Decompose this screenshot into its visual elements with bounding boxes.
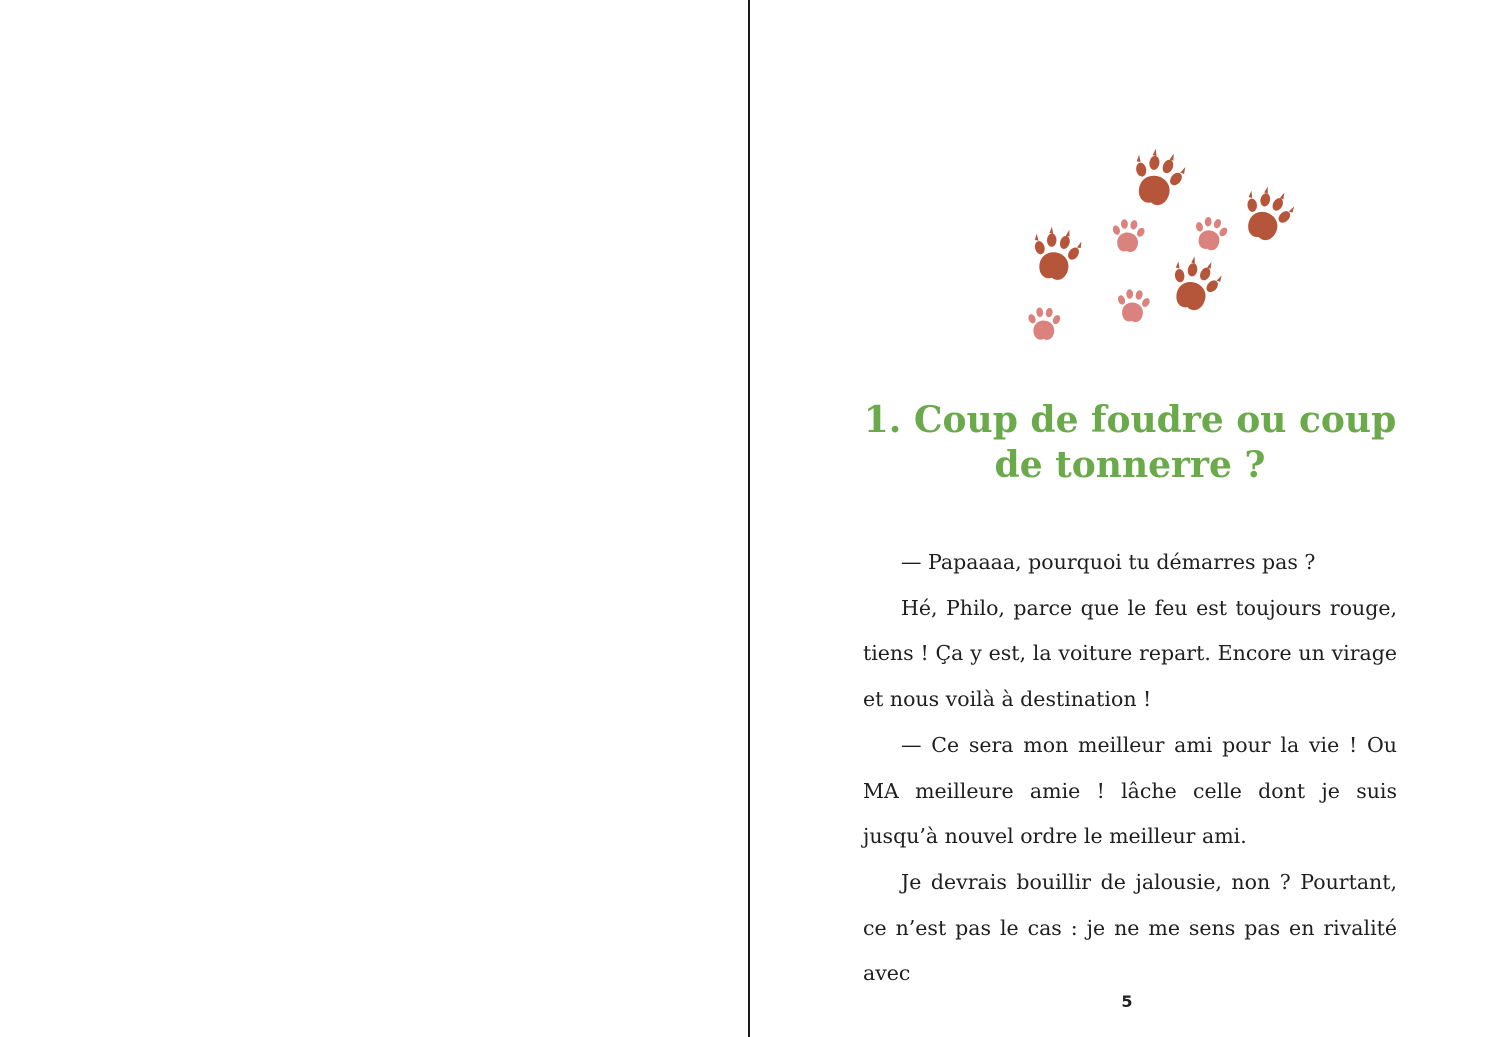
paw-print-icon: [1114, 288, 1152, 324]
paw-print-icon: [1026, 307, 1062, 341]
chapter-title-line-2: de tonnerre ?: [994, 444, 1266, 486]
right-page: [750, 0, 1500, 1037]
paw-print-icon: [1164, 252, 1226, 316]
paragraph-3: — Ce sera mon meilleur ami pour la vie ! Ou MA meilleure amie ! lâche celle dont je suis jusqu’à nouvel ordre le meilleur ami.: [863, 732, 1397, 849]
chapter-body: [863, 540, 1397, 997]
paw-print-icon: [1110, 218, 1147, 253]
paragraph-1: — Papaaaa, pourquoi tu démarres pas ?: [901, 550, 1316, 574]
paw-prints-icon: [1000, 140, 1300, 360]
paw-print-icon: [1190, 214, 1231, 253]
paw-print-icon: [1028, 224, 1085, 283]
paw-print-icon: [1236, 181, 1299, 246]
chapter-title-line-1: 1. Coup de foudre ou coup: [863, 399, 1397, 441]
page-number: 5: [1121, 992, 1133, 1011]
paragraph-4: Je devrais bouillir de jalousie, non ? Pourtant, ce n’est pas le cas : je ne me sens pas en rivalité avec: [863, 869, 1397, 986]
paw-print-icon: [1126, 145, 1189, 211]
paragraph-2: Hé, Philo, parce que le feu est toujours rouge, tiens ! Ça y est, la voiture repart. Encore un virage et nous voilà à destination !: [863, 595, 1397, 712]
chapter-title: [863, 398, 1397, 488]
left-page-blank: [0, 0, 749, 1037]
